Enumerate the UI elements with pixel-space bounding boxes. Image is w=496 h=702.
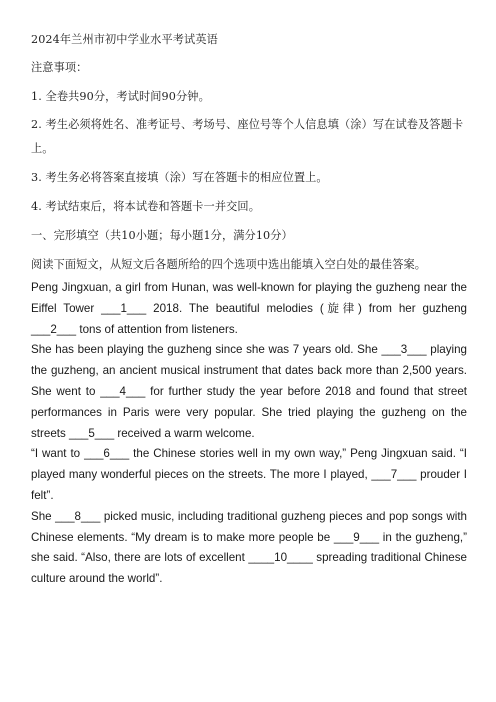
notice-item-3: 3. 考生务必将答案直接填（涂）写在答题卡的相应位置上。 [31,171,328,184]
passage-paragraph-4: She ___8___ picked music, including traditional guzheng pieces and pop songs with Chinese elements. “My dream is to make more people be ___9___ in the guzheng,” she said. “Also, there are lots of excellent ____10____ spreading traditional Chinese culture around the world”. [31,509,467,586]
notice-item-2: 2. 考生必须将姓名、准考证号、考场号、座位号等个人信息填（涂）写在试卷及答题卡上。 [31,118,464,155]
notice-heading: 注意事项： [31,61,88,74]
section-heading: 一、完形填空（共10小题；每小题1分，满分10分） [31,229,293,242]
passage-paragraph-3: “I want to ___6___ the Chinese stories well in my own way,” Peng Jingxuan said. “I played many wonderful pieces on the streets. The more I played, ___7___ prouder I felt”. [31,447,467,502]
section-instruction: 阅读下面短文，从短文后各题所给的四个选项中选出能填入空白处的最佳答案。 [31,258,427,271]
notice-item-4: 4. 考试结束后，将本试卷和答题卡一并交回。 [31,200,260,213]
passage-paragraph-1: Peng Jingxuan, a girl from Hunan, was well-known for playing the guzheng near the Eiffel Tower ___1___ 2018. The beautiful melodies (旋律) from her guzheng ___2___ tons of attention from listeners. [31,281,467,336]
passage-paragraph-2: She has been playing the guzheng since she was 7 years old. She ___3___ playing the guzheng, an ancient musical instrument that dates back more than 2,500 years. She went to ___4___ for further study the year before 2018 and found that street performances in Paris were very popular. She tried playing the guzheng on the streets ___5___ received a warm welcome. [31,343,467,440]
exam-page [31,32,467,590]
notice-item-1: 1. 全卷共90分，考试时间90分钟。 [31,90,210,103]
exam-title: 2024年兰州市初中学业水平考试英语 [31,33,218,46]
